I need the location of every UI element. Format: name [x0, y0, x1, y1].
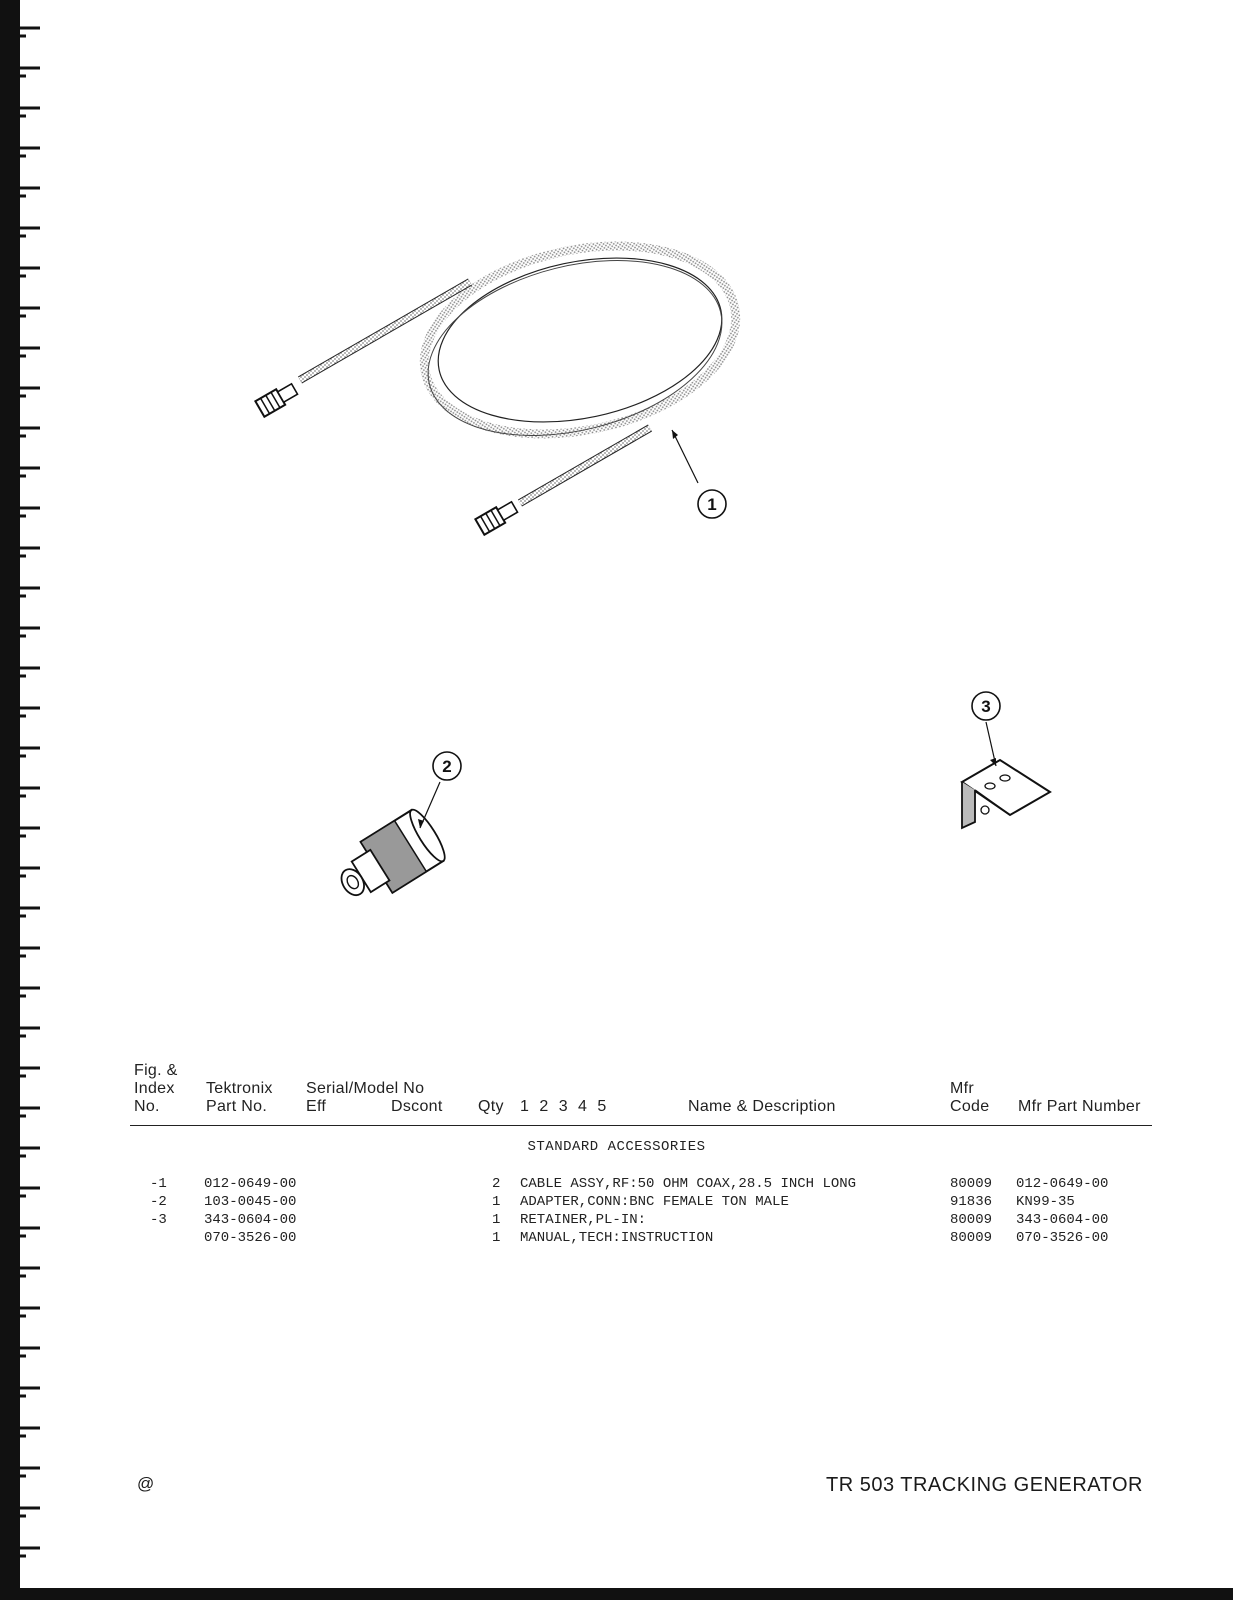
header-mfr-code [950, 1080, 989, 1116]
row-mfr-code: 80009 [950, 1176, 993, 1192]
table-row [0, 1176, 1233, 1194]
binding-tab [18, 1548, 40, 1556]
header-index-line: Index [134, 1080, 175, 1097]
header-tektronix-line: Tektronix [206, 1080, 273, 1097]
row-mfr-part: 070-3526-00 [1016, 1230, 1109, 1246]
table-row [0, 1212, 1233, 1230]
header-dscont: Dscont [391, 1098, 443, 1115]
header-levels: 1 2 3 4 5 [520, 1098, 610, 1115]
row-part-no: 103-0045-00 [204, 1194, 297, 1210]
header-fig-index [134, 1062, 178, 1116]
binding-tab [18, 1108, 40, 1116]
row-index: -3 [150, 1212, 167, 1228]
row-qty: 1 [492, 1194, 501, 1210]
row-qty: 1 [492, 1212, 501, 1228]
row-mfr-code: 91836 [950, 1194, 993, 1210]
section-title: STANDARD ACCESSORIES [527, 1139, 706, 1155]
row-index: -1 [150, 1176, 167, 1192]
row-description: MANUAL,TECH:INSTRUCTION [520, 1230, 714, 1246]
row-mfr-code: 80009 [950, 1230, 993, 1246]
row-description: RETAINER,PL-IN: [520, 1212, 647, 1228]
row-index: -2 [150, 1194, 167, 1210]
coax-cable-illustration [255, 219, 753, 535]
binding-tab [18, 1268, 40, 1276]
binding-tab [18, 1508, 40, 1516]
header-fig-line: Fig. & [134, 1062, 178, 1079]
header-rule [130, 1125, 1152, 1126]
header-mfr-line: Mfr [950, 1080, 975, 1097]
row-mfr-part: 343-0604-00 [1016, 1212, 1109, 1228]
header-partno-line: Part No. [206, 1098, 268, 1115]
row-qty: 1 [492, 1230, 501, 1246]
row-description: ADAPTER,CONN:BNC FEMALE TON MALE [520, 1194, 789, 1210]
row-mfr-code: 80009 [950, 1212, 993, 1228]
binding-tab [18, 1028, 40, 1036]
footer-title: TR 503 TRACKING GENERATOR [825, 1474, 1143, 1496]
row-mfr-part: 012-0649-00 [1016, 1176, 1109, 1192]
page-bottom-edge [0, 1588, 1233, 1600]
binding-tab [18, 1068, 40, 1076]
binding-tab [18, 1428, 40, 1436]
footer-copyright-mark: @ [137, 1474, 155, 1493]
row-mfr-part: KN99-35 [1016, 1194, 1075, 1210]
callout-2: 2 [442, 757, 452, 776]
header-part-no [206, 1080, 273, 1116]
header-serial-model: Serial/Model No [306, 1080, 425, 1097]
table-row [0, 1230, 1233, 1248]
row-description: CABLE ASSY,RF:50 OHM COAX,28.5 INCH LONG [520, 1176, 857, 1192]
bnc-adapter-illustration [328, 752, 461, 913]
callout-1: 1 [707, 495, 717, 514]
callout-3: 3 [981, 697, 991, 716]
header-name-description: Name & Description [688, 1098, 836, 1115]
row-qty: 2 [492, 1176, 501, 1192]
retainer-illustration [962, 692, 1050, 828]
row-part-no: 070-3526-00 [204, 1230, 297, 1246]
header-qty: Qty [478, 1098, 504, 1115]
header-eff: Eff [306, 1098, 327, 1115]
row-part-no: 343-0604-00 [204, 1212, 297, 1228]
binding-tab [18, 1468, 40, 1476]
binding-tab [18, 1388, 40, 1396]
row-part-no: 012-0649-00 [204, 1176, 297, 1192]
header-no-line: No. [134, 1098, 160, 1115]
header-mfr-part-number: Mfr Part Number [1018, 1098, 1141, 1115]
header-code-line: Code [950, 1098, 990, 1115]
binding-tab [18, 1308, 40, 1316]
table-row [0, 1194, 1233, 1212]
binding-tab [18, 1348, 40, 1356]
